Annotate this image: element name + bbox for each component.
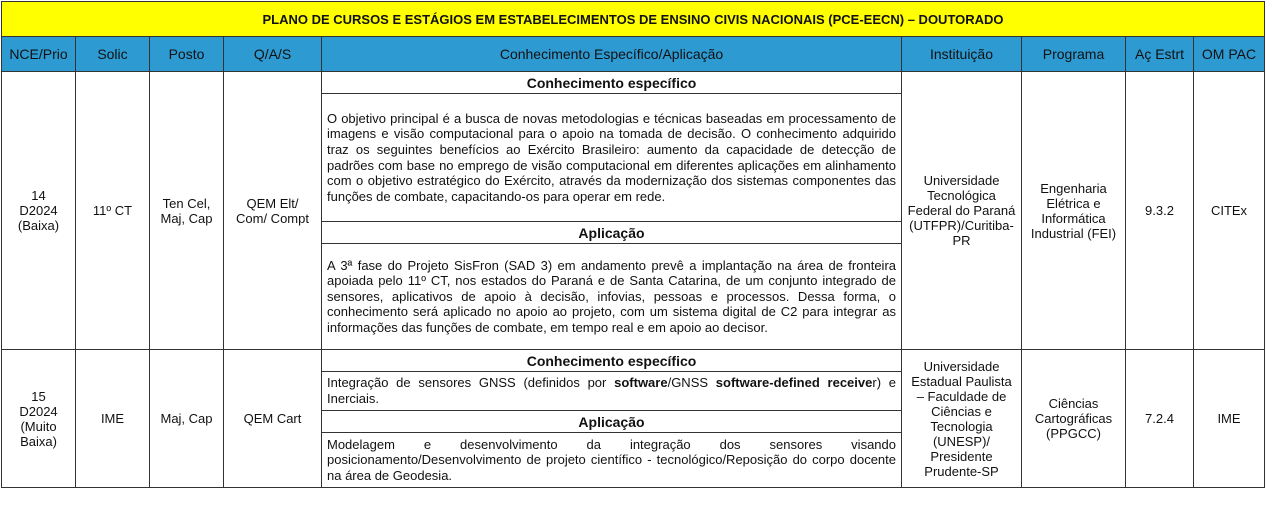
table-title: PLANO DE CURSOS E ESTÁGIOS EM ESTABELECIMENTOS DE ENSINO CIVIS NACIONAIS (PCE-EECN) – DOUTORADO xyxy=(2,2,1265,37)
aplicacao-label: Aplicação xyxy=(322,222,902,244)
qas-cell: QEM Cart xyxy=(224,350,322,488)
conhecimento-text: O objetivo principal é a busca de novas metodologias e técnicas baseadas em processamento de imagens e visão computacional para o apoio na tomada de decisão. O conhecimento adquirido traz os seguintes benefícios ao Exército Brasileiro: aumento da capacidade de detecção de padrões com base no emprego de visão computacional em diferentes aplicações em alinhamento com o objetivo estratégico do Exército, através da modernização dos sistemas componentes das funções de combate, capacitando-os para operar em rede. xyxy=(322,94,902,222)
pce-eecn-table xyxy=(1,1,1265,488)
om-cell: CITEx xyxy=(1194,72,1265,350)
instituicao-cell: Universidade Estadual Paulista – Faculdade de Ciências e Tecnologia (UNESP)/ Presidente Prudente-SP xyxy=(902,350,1022,488)
qas-cell: QEM Elt/ Com/ Compt xyxy=(224,72,322,350)
solic-cell: IME xyxy=(76,350,150,488)
conhecimento-text: Integração de sensores GNSS (definidos por software/GNSS software-defined receiver) e Inerciais. xyxy=(322,372,902,411)
aplicacao-text: A 3ª fase do Projeto SisFron (SAD 3) em andamento prevê a implantação na área de fronteira apoiada pelo 11º CT, nos estados do Paraná e de Santa Catarina, de um conjunto integrado de sensores, aplicativos de apoio à decisão, infovias, pessoas e processos. Dessa forma, o conhecimento será aplicado no apoio ao projeto, com um sistema digital de C2 para integrar as informações das funções de combate, em tempo real e em apoio ao decisor. xyxy=(322,244,902,350)
solic-cell: 11º CT xyxy=(76,72,150,350)
header-conhecimento: Conhecimento Específico/Aplicação xyxy=(322,37,902,72)
acao-cell: 9.3.2 xyxy=(1126,72,1194,350)
header-solic: Solic xyxy=(76,37,150,72)
aplicacao-text: Modelagem e desenvolvimento da integração dos sensores visando posicionamento/Desenvolvimento de projeto científico - tecnológico/Reposição do corpo docente na área de Geodesia. xyxy=(322,433,902,488)
nce-cell: 15 D2024 (Muito Baixa) xyxy=(2,350,76,488)
header-qas: Q/A/S xyxy=(224,37,322,72)
conhecimento-label: Conhecimento específico xyxy=(322,350,902,372)
instituicao-cell: Universidade Tecnológica Federal do Paraná (UTFPR)/Curitiba- PR xyxy=(902,72,1022,350)
header-row xyxy=(2,37,1265,72)
acao-cell: 7.2.4 xyxy=(1126,350,1194,488)
nce-cell: 14 D2024 (Baixa) xyxy=(2,72,76,350)
header-posto: Posto xyxy=(150,37,224,72)
programa-cell: Engenharia Elétrica e Informática Industrial (FEI) xyxy=(1022,72,1126,350)
header-om: OM PAC xyxy=(1194,37,1265,72)
aplicacao-label: Aplicação xyxy=(322,411,902,433)
posto-cell: Ten Cel, Maj, Cap xyxy=(150,72,224,350)
header-programa: Programa xyxy=(1022,37,1126,72)
om-cell: IME xyxy=(1194,350,1265,488)
header-acao: Aç Estrt xyxy=(1126,37,1194,72)
posto-cell: Maj, Cap xyxy=(150,350,224,488)
conhecimento-label: Conhecimento específico xyxy=(322,72,902,94)
programa-cell: Ciências Cartográficas (PPGCC) xyxy=(1022,350,1126,488)
header-instituicao: Instituição xyxy=(902,37,1022,72)
header-nce: NCE/Prio xyxy=(2,37,76,72)
table-row xyxy=(2,350,1265,372)
table-row xyxy=(2,72,1265,94)
